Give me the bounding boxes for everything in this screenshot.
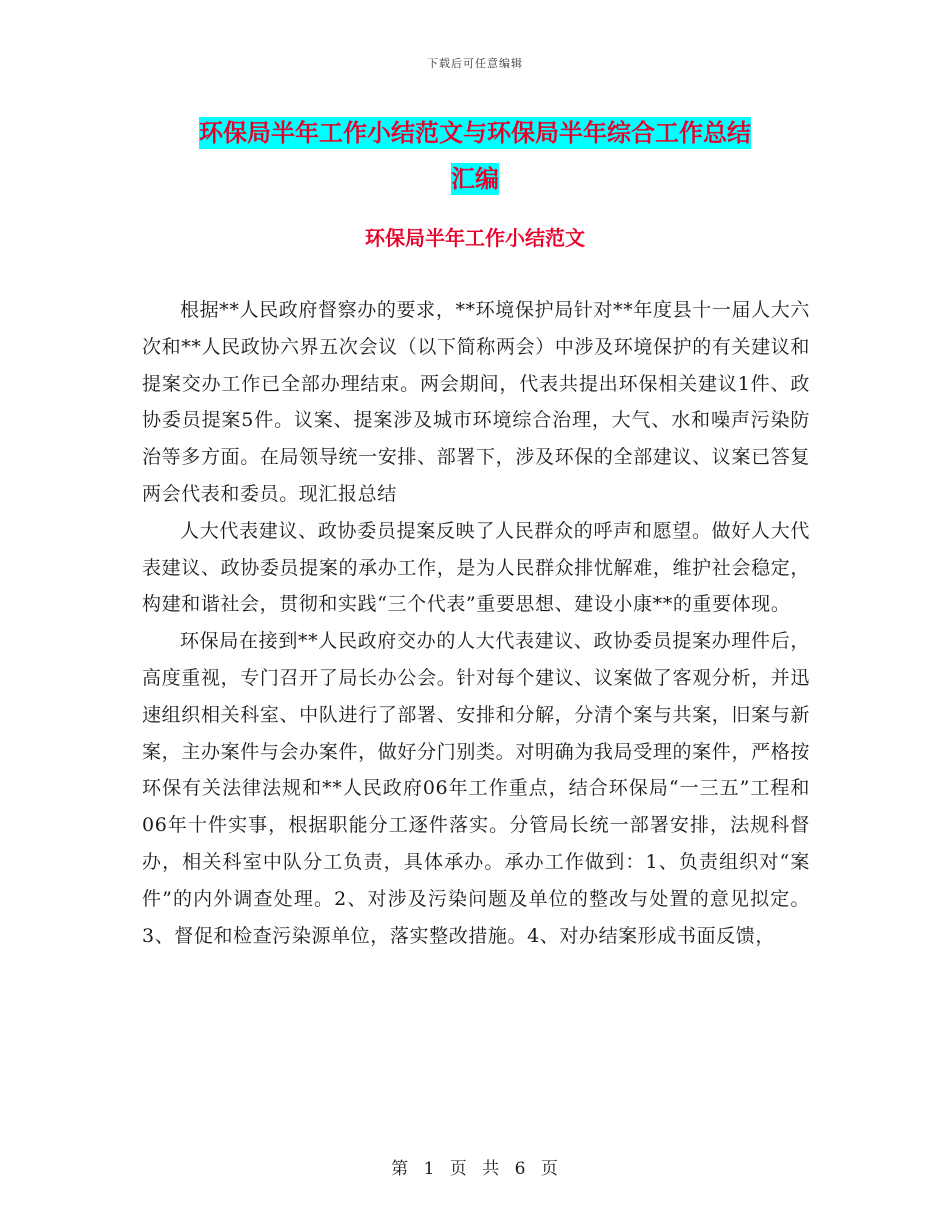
- document-title-line-1: 环保局半年工作小结范文与环保局半年综合工作总结: [199, 119, 751, 147]
- document-title-line-2: 汇编: [451, 165, 499, 193]
- document-title: [140, 110, 810, 202]
- paragraph: 根据**人民政府督察办的要求，**环境保护局针对**年度县十一届人大六次和**人民政协六界五次会议（以下简称两会）中涉及环境保护的有关建议和提案交办工作已全部办理结束。两会期间，代表共提出环保相关建议1件、政协委员提案5件。议案、提案涉及城市环境综合治理，大气、水和噪声污染防治等多方面。在局领导统一安排、部署下，涉及环保的全部建议、议案已答复两会代表和委员。现汇报总结: [142, 299, 810, 505]
- section-title: 环保局半年工作小结范文: [365, 226, 585, 250]
- page-label-mid: 页: [449, 1159, 468, 1179]
- page-footer: [0, 1154, 950, 1179]
- page-number: 1: [423, 1159, 436, 1179]
- document-body: [142, 292, 810, 954]
- paragraph: 环保局在接到**人民政府交办的人大代表建议、政协委员提案办理件后，高度重视，专门召开了局长办公会。针对每个建议、议案做了客观分析，并迅速组织相关科室、中队进行了部署、安排和分解，分清个案与共案，旧案与新案，主办案件与会办案件，做好分门别类。对明确为我局受理的案件，严格按环保有关法律法规和**人民政府06年工作重点，结合环保局“一三五”工程和06年十件实事，根据职能分工逐件落实。分管局长统一部署安排，法规科督办，相关科室中队分工负责，具体承办。承办工作做到：1、负责组织对“案件”的内外调查处理。2、对涉及污染问题及单位的整改与处置的意见拟定。3、督促和检查污染源单位，落实整改措施。4、对办结案形成书面反馈，: [142, 630, 810, 947]
- total-label-suffix: 页: [540, 1159, 559, 1179]
- page-label-prefix: 第: [391, 1159, 410, 1179]
- paragraph: 人大代表建议、政协委员提案反映了人民群众的呼声和愿望。做好人大代表建议、政协委员提案的承办工作，是为人民群众排忧解难，维护社会稳定，构建和谐社会，贯彻和实践“三个代表”重要思想、建设小康**的重要体现。: [142, 519, 810, 616]
- total-pages: 6: [514, 1159, 527, 1179]
- page-header-note: 下载后可任意编辑: [427, 57, 523, 70]
- total-label-prefix: 共: [482, 1159, 501, 1179]
